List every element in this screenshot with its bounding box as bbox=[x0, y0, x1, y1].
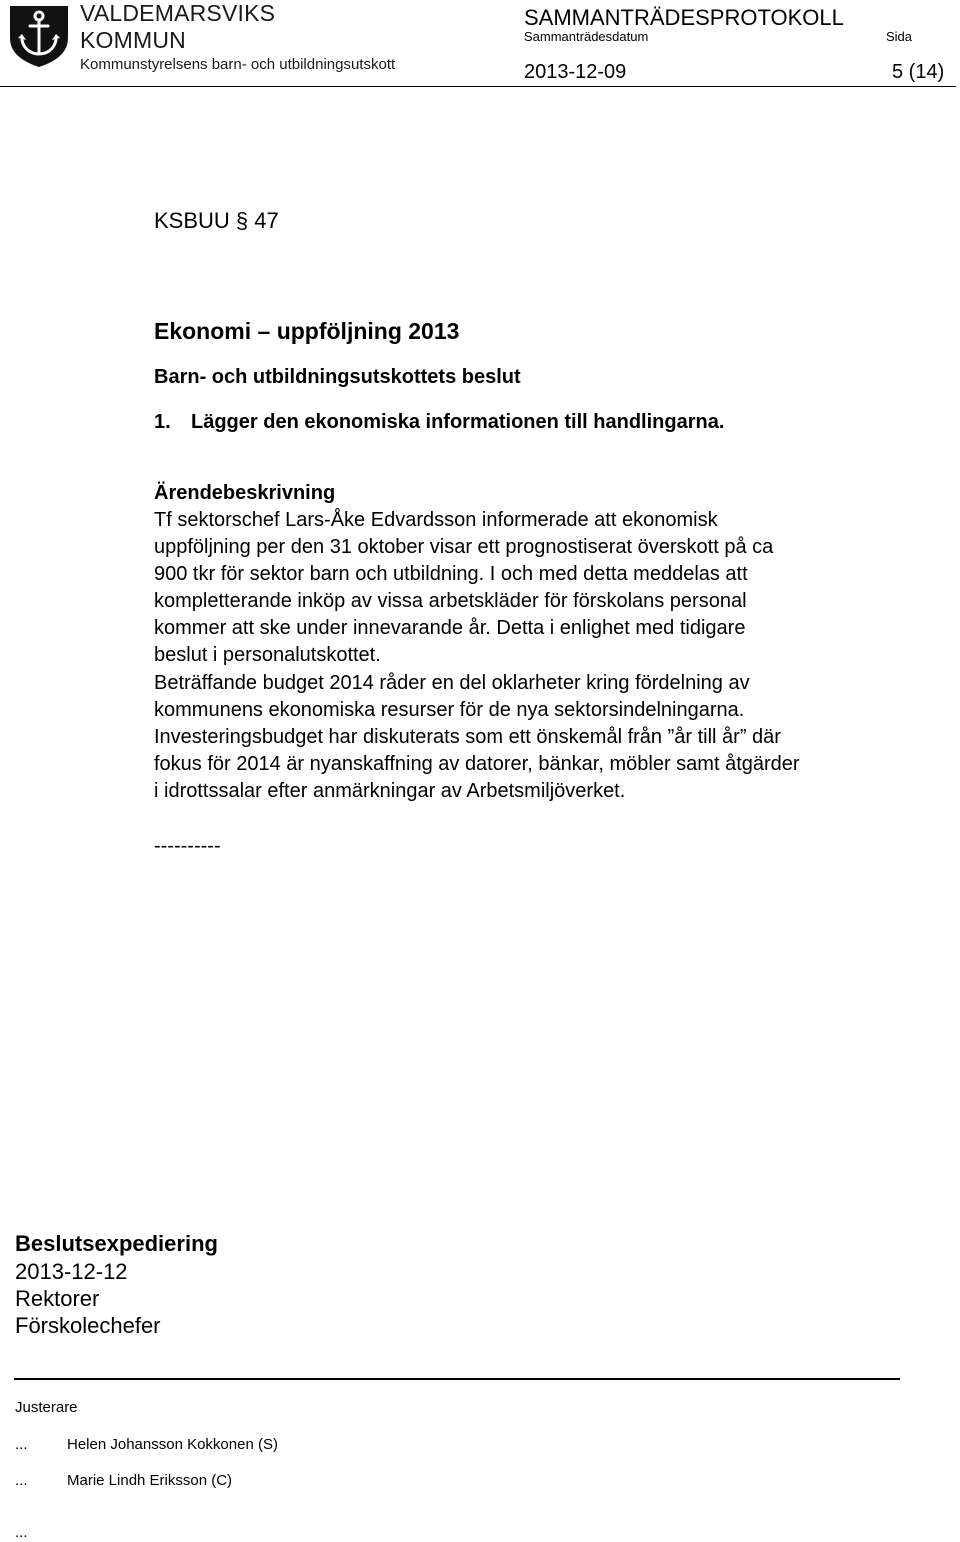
description-body bbox=[154, 507, 944, 805]
description-line: fokus för 2014 är nyanskaffning av datorer, bänkar, möbler samt åtgärder bbox=[154, 752, 800, 775]
meeting-date-label: Sammanträdesdatum bbox=[524, 29, 649, 44]
paragraph-id: KSBUU § 47 bbox=[154, 208, 279, 233]
decision-distribution bbox=[15, 1230, 218, 1339]
section-separator: ---------- bbox=[154, 835, 221, 858]
description-line: kompletterande inköp av vissa arbetskläder för förskolans personal bbox=[154, 590, 747, 613]
signature-dots: ... bbox=[15, 1436, 28, 1453]
section-title: Ekonomi – uppföljning 2013 bbox=[154, 318, 460, 344]
distribution-heading: Beslutsexpediering bbox=[15, 1231, 218, 1256]
description-heading: Ärendebeskrivning bbox=[154, 482, 336, 504]
distribution-date: 2013-12-12 bbox=[15, 1259, 128, 1284]
distribution-recipient: Förskolechefer bbox=[15, 1313, 161, 1338]
organization-name-line2: KOMMUN bbox=[80, 27, 186, 53]
decision-text: Lägger den ekonomiska informationen till handlingarna. bbox=[191, 411, 725, 433]
signature-row bbox=[15, 1472, 232, 1490]
page-number: 5 (14) bbox=[892, 61, 945, 83]
signature-dots: ... bbox=[15, 1472, 28, 1489]
description-line: Tf sektorschef Lars-Åke Edvardsson informerade att ekonomisk bbox=[154, 509, 718, 531]
description-line: uppföljning per den 31 oktober visar ett prognostiserat överskott på ca bbox=[154, 536, 774, 559]
decision-heading: Barn- och utbildningsutskottets beslut bbox=[154, 366, 521, 388]
organization-name-line1: VALDEMARSVIKS bbox=[80, 0, 276, 26]
document-type: SAMMANTRÄDESPROTOKOLL bbox=[524, 5, 844, 30]
signatory-name: Marie Lindh Eriksson (C) bbox=[67, 1472, 233, 1489]
committee-name: Kommunstyrelsens barn- och utbildningsutskott bbox=[80, 56, 396, 73]
decision-list bbox=[154, 409, 944, 435]
description-line: 900 tkr för sektor barn och utbildning. I och med detta meddelas att bbox=[154, 563, 748, 586]
header-divider bbox=[0, 86, 956, 87]
meeting-date-value: 2013-12-09 bbox=[524, 61, 627, 83]
description-line: i idrottssalar efter anmärkningar av Arbetsmiljöverket. bbox=[154, 779, 626, 802]
signatory-name: Helen Johansson Kokkonen (S) bbox=[67, 1436, 278, 1453]
adjuster-label: Justerare bbox=[15, 1399, 78, 1416]
description-line: Beträffande budget 2014 råder en del oklarheter kring fördelning av bbox=[154, 671, 750, 694]
protocol-section bbox=[154, 207, 944, 859]
municipal-shield-logo-icon bbox=[8, 4, 70, 68]
signature-dots: ... bbox=[15, 1524, 28, 1541]
description-line: kommer att ske under innevarande år. Detta i enlighet med tidigare bbox=[154, 617, 746, 640]
decision-item bbox=[154, 409, 944, 435]
signature-divider bbox=[14, 1378, 900, 1380]
decision-number: 1. bbox=[154, 411, 171, 433]
distribution-recipient: Rektorer bbox=[15, 1286, 100, 1311]
signature-row bbox=[15, 1436, 278, 1454]
description-line: beslut i personalutskottet. bbox=[154, 644, 381, 667]
signature-row bbox=[15, 1524, 67, 1542]
page-label: Sida bbox=[886, 29, 913, 44]
description-line: kommunens ekonomiska resurser för de nya sektorsindelningarna. bbox=[154, 698, 745, 721]
description-line: Investeringsbudget har diskuterats som ett önskemål från ”år till år” där bbox=[154, 725, 781, 748]
